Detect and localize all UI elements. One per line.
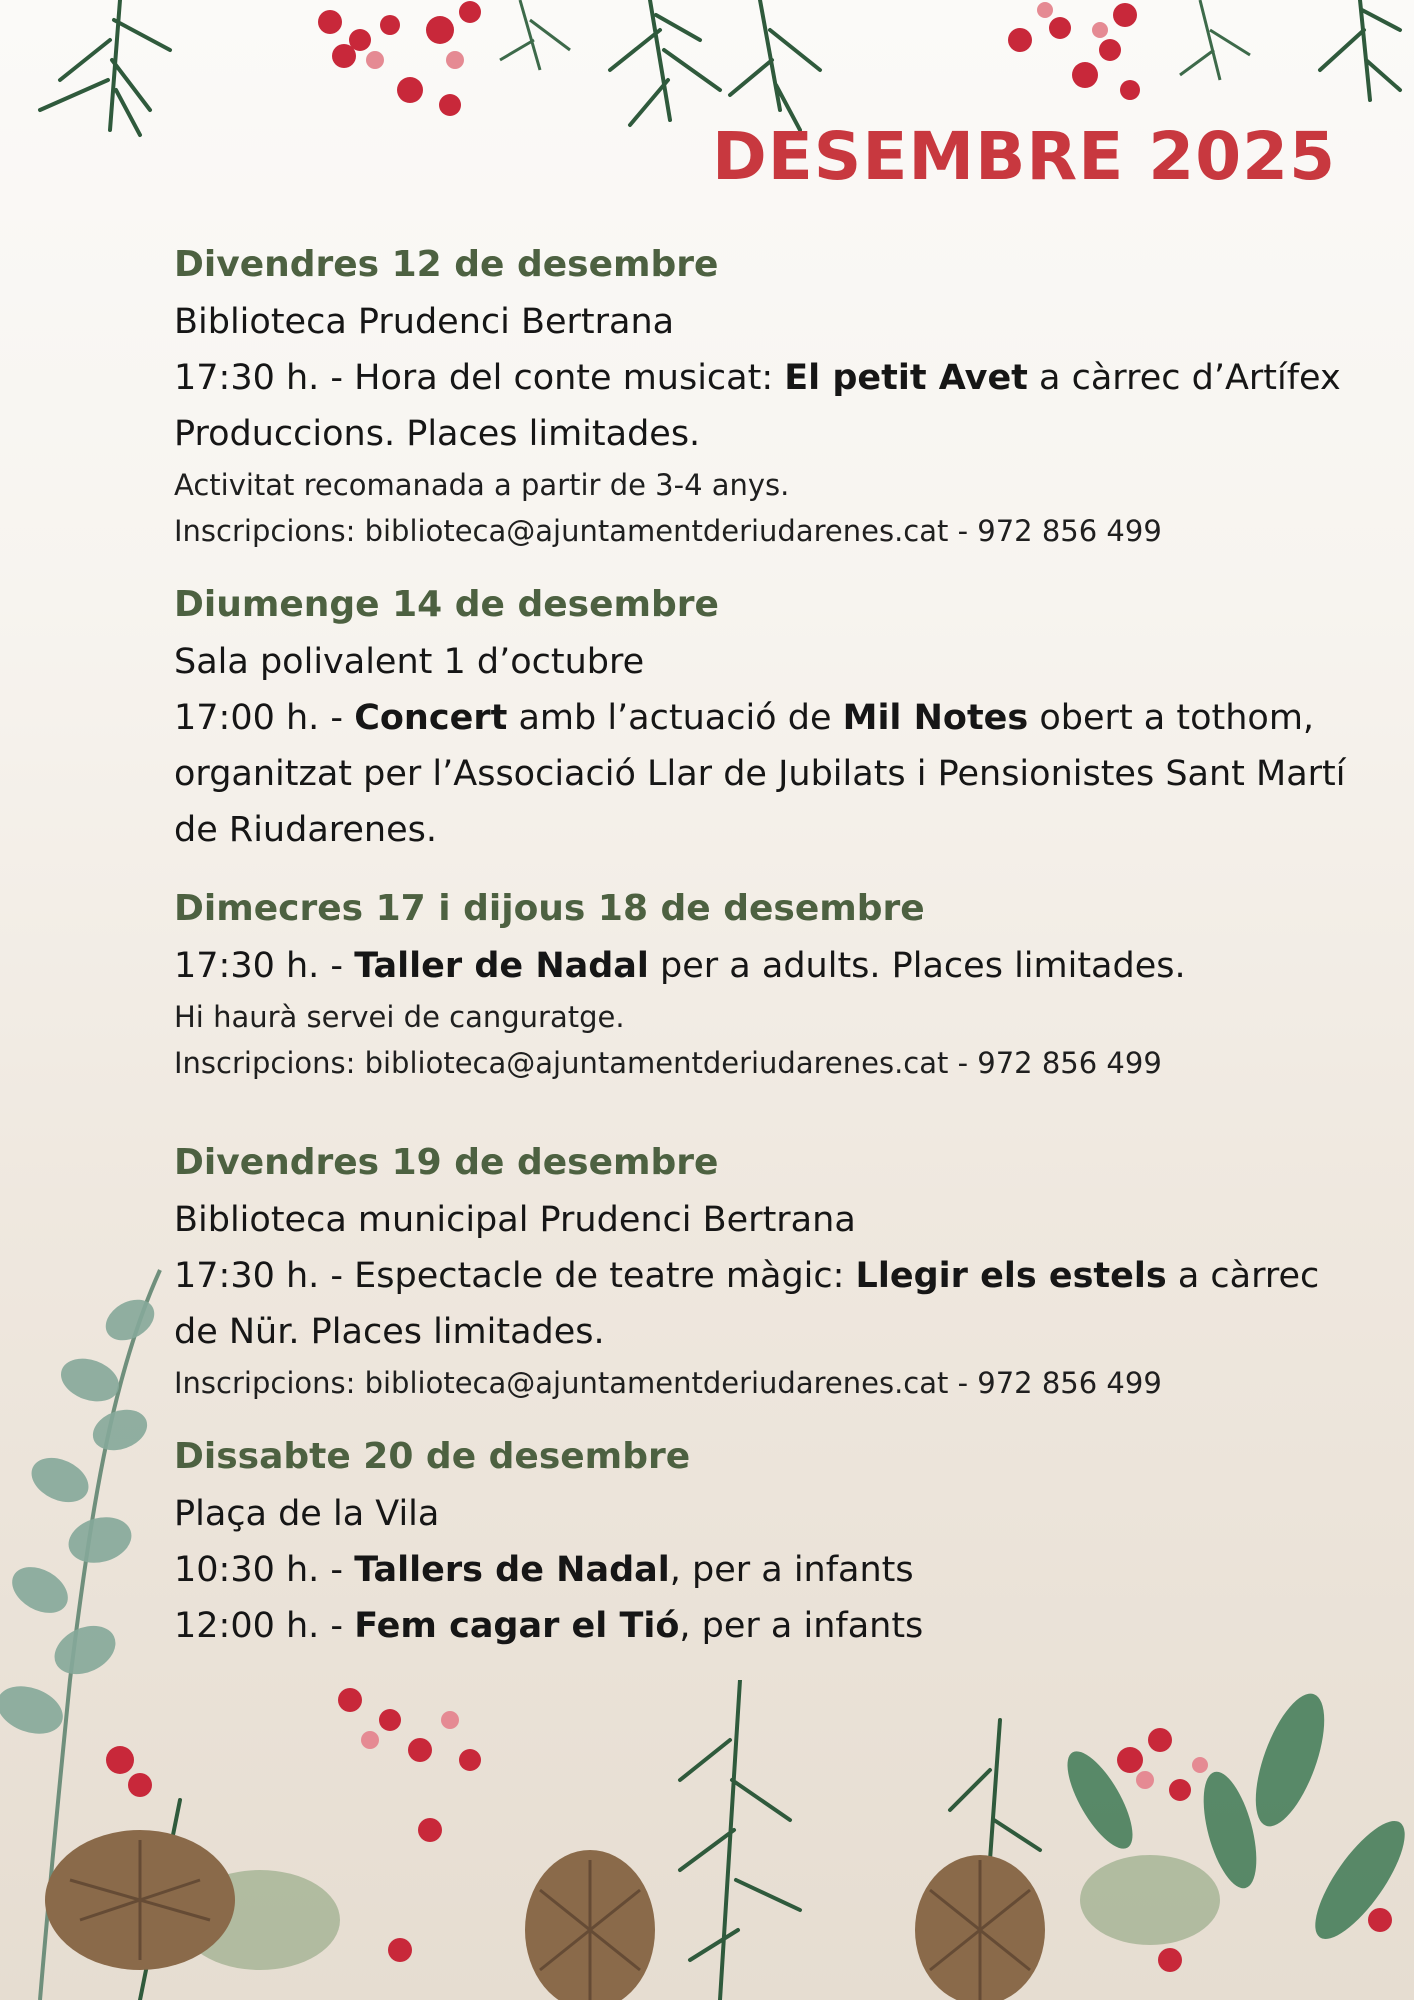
event-date: Divendres 19 de desembre [174, 1142, 719, 1183]
event-highlight: Llegir els estels [855, 1256, 1167, 1296]
event-item [174, 884, 1354, 1086]
event-list [174, 240, 1354, 1680]
event-text: obert a tothom, organitzat per l’Associació Llar de Jubilats i Pensionistes Sant Martí de Riudarenes. [174, 698, 1346, 850]
event-description [174, 1542, 1354, 1598]
event-item [174, 240, 1354, 554]
event-highlight: Taller de Nadal [354, 946, 649, 986]
event-item [174, 580, 1354, 858]
event-text: 17:30 h. - Espectacle de teatre màgic: [174, 1256, 856, 1296]
event-venue: Biblioteca Prudenci Bertrana [174, 302, 675, 342]
event-registration: Inscripcions: biblioteca@ajuntamentderiudarenes.cat - 972 856 499 [174, 1366, 1162, 1400]
event-date: Divendres 12 de desembre [174, 244, 719, 285]
event-description [174, 938, 1354, 994]
event-date: Diumenge 14 de desembre [174, 584, 719, 625]
eucalyptus-branch-icon [0, 1260, 180, 2000]
event-item [174, 1138, 1354, 1406]
event-text: , per a infants [679, 1606, 924, 1646]
event-venue: Biblioteca municipal Prudenci Bertrana [174, 1200, 856, 1240]
event-text: 10:30 h. - [174, 1550, 355, 1590]
event-date: Dissabte 20 de desembre [174, 1436, 691, 1477]
event-highlight: Fem cagar el Tió [354, 1606, 680, 1646]
event-text: per a adults. Places limitades. [648, 946, 1186, 986]
event-text: a càrrec d’Artífex Produccions. Places limitades. [174, 358, 1341, 454]
event-text: 17:30 h. - [174, 946, 355, 986]
event-highlight: Tallers de Nadal [354, 1550, 670, 1590]
event-venue: Plaça de la Vila [174, 1494, 440, 1534]
event-registration: Inscripcions: biblioteca@ajuntamentderiudarenes.cat - 972 856 499 [174, 1046, 1162, 1080]
page-title: DESEMBRE 2025 [711, 118, 1336, 195]
event-date: Dimecres 17 i dijous 18 de desembre [174, 888, 925, 929]
event-text: amb l’actuació de [507, 698, 843, 738]
event-note: Hi haurà servei de canguratge. [174, 1000, 625, 1034]
event-text: , per a infants [669, 1550, 914, 1590]
event-venue: Sala polivalent 1 d’octubre [174, 642, 645, 682]
event-text: 12:00 h. - [174, 1606, 355, 1646]
event-description [174, 350, 1354, 462]
event-description [174, 690, 1354, 858]
event-highlight: Mil Notes [842, 698, 1029, 738]
event-highlight: Concert [354, 698, 508, 738]
event-item [174, 1432, 1354, 1654]
event-registration: Inscripcions: biblioteca@ajuntamentderiudarenes.cat - 972 856 499 [174, 514, 1162, 548]
event-text: 17:30 h. - Hora del conte musicat: [174, 358, 785, 398]
event-highlight: El petit Avet [784, 358, 1028, 398]
bottom-foliage-icon [0, 1680, 1414, 2000]
event-note: Activitat recomanada a partir de 3-4 anys. [174, 468, 790, 502]
event-text: a càrrec de Nür. Places limitades. [174, 1256, 1320, 1352]
event-description [174, 1248, 1354, 1360]
event-text: 17:00 h. - [174, 698, 355, 738]
event-description [174, 1598, 1354, 1654]
